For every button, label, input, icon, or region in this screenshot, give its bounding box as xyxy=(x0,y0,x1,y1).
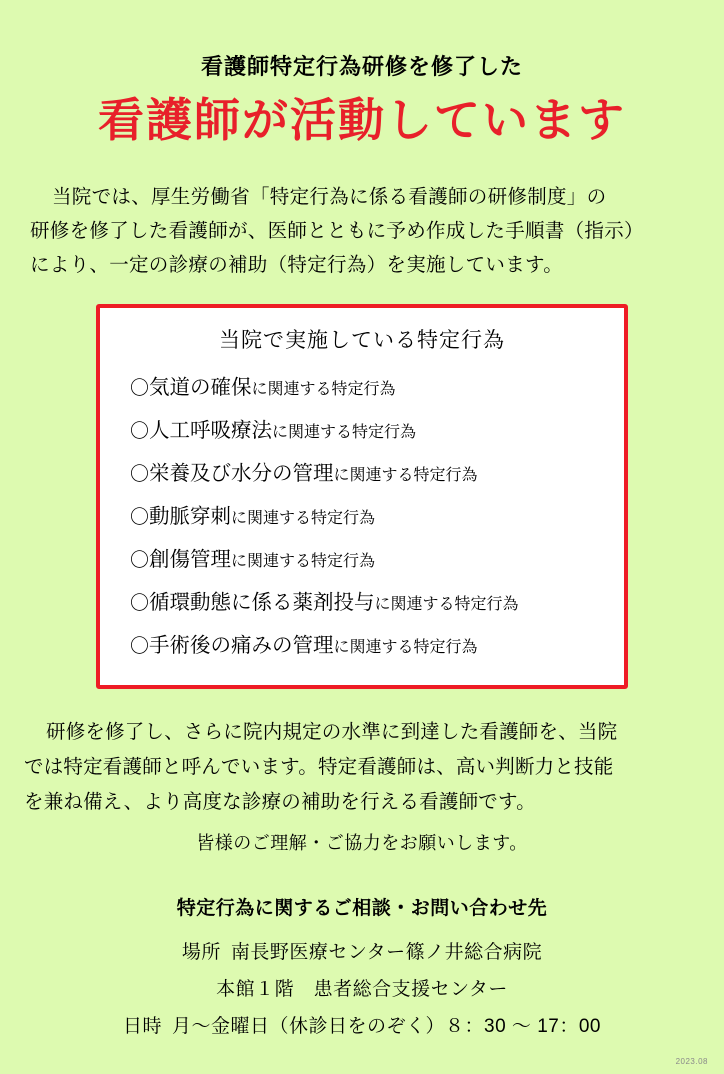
procedure-suffix: に関連する特定行為 xyxy=(374,596,519,614)
procedure-name: 手術後の痛みの管理 xyxy=(149,634,334,658)
procedures-box-title: 当院で実施している特定行為 xyxy=(219,328,505,352)
list-item xyxy=(130,581,624,624)
intro-line-3: により、一定の診療の補助（特定行為）を実施しています。 xyxy=(30,253,564,276)
explanation-line-1: 研修を修了し、さらに院内規定の水準に到達した看護師を、当院 xyxy=(46,721,618,744)
procedure-suffix: に関連する特定行為 xyxy=(251,380,396,398)
procedure-name: 栄養及び水分の管理 xyxy=(149,462,334,486)
contact-place-line xyxy=(0,934,724,971)
bullet-circle-icon: 〇 xyxy=(130,421,150,443)
explanation-paragraph xyxy=(24,715,700,859)
explanation-line-2: では特定看護師と呼んでいます。特定看護師は、高い判断力と技能 xyxy=(24,756,614,779)
intro-line-2: 研修を修了した看護師が、医師とともに予め作成した手順書（指示） xyxy=(30,219,644,242)
procedures-box xyxy=(96,304,628,689)
contact-time-label: 日時 xyxy=(123,1016,163,1038)
cooperation-request: 皆様のご理解・ご協力をお願いします。 xyxy=(196,832,528,853)
contact-place-label: 場所 xyxy=(181,941,221,963)
bullet-circle-icon: 〇 xyxy=(130,377,150,399)
procedure-name: 循環動態に係る薬剤投与 xyxy=(149,591,375,615)
intro-line-1: 当院では、厚生労働省「特定行為に係る看護師の研修制度」の xyxy=(52,185,607,208)
contact-place-line-2: 本館１階 患者総合支援センター xyxy=(216,979,508,1001)
procedure-suffix: に関連する特定行為 xyxy=(231,510,376,528)
procedure-name: 気道の確保 xyxy=(149,375,252,399)
procedure-name: 動脈穿刺 xyxy=(149,505,232,529)
list-item xyxy=(130,409,624,452)
list-item xyxy=(130,624,624,667)
bullet-circle-icon: 〇 xyxy=(130,593,150,615)
explanation-line-3: を兼ね備え、より高度な診療の補助を行える看護師です。 xyxy=(24,791,536,814)
poster-subtitle: 看護師特定行為研修を修了した xyxy=(200,54,523,79)
procedures-list xyxy=(100,366,624,667)
bullet-circle-icon: 〇 xyxy=(130,636,150,658)
contact-heading: 特定行為に関するご相談・お問い合わせ先 xyxy=(176,897,548,919)
list-item xyxy=(130,495,624,538)
contact-time-line xyxy=(0,1008,724,1045)
list-item xyxy=(130,538,624,581)
contact-time-value: 月〜金曜日（休診日をのぞく）８：30 〜 17：00 xyxy=(172,1016,601,1038)
contact-place-value: 南長野医療センター篠ノ井総合病院 xyxy=(230,941,543,963)
poster-page xyxy=(0,50,724,1074)
procedure-name: 人工呼吸療法 xyxy=(149,419,273,443)
procedure-suffix: に関連する特定行為 xyxy=(333,467,478,485)
procedure-suffix: に関連する特定行為 xyxy=(231,553,376,571)
bullet-circle-icon: 〇 xyxy=(130,507,150,529)
list-item xyxy=(130,366,624,409)
bullet-circle-icon: 〇 xyxy=(130,464,150,486)
list-item xyxy=(130,452,624,495)
contact-details xyxy=(0,934,724,1045)
intro-paragraph xyxy=(30,180,694,282)
date-stamp: 2023.08 xyxy=(675,1057,708,1066)
procedure-suffix: に関連する特定行為 xyxy=(272,424,417,442)
procedure-suffix: に関連する特定行為 xyxy=(333,639,478,657)
poster-main-title: 看護師が活動しています xyxy=(98,94,626,146)
bullet-circle-icon: 〇 xyxy=(130,550,150,572)
procedure-name: 創傷管理 xyxy=(149,548,232,572)
